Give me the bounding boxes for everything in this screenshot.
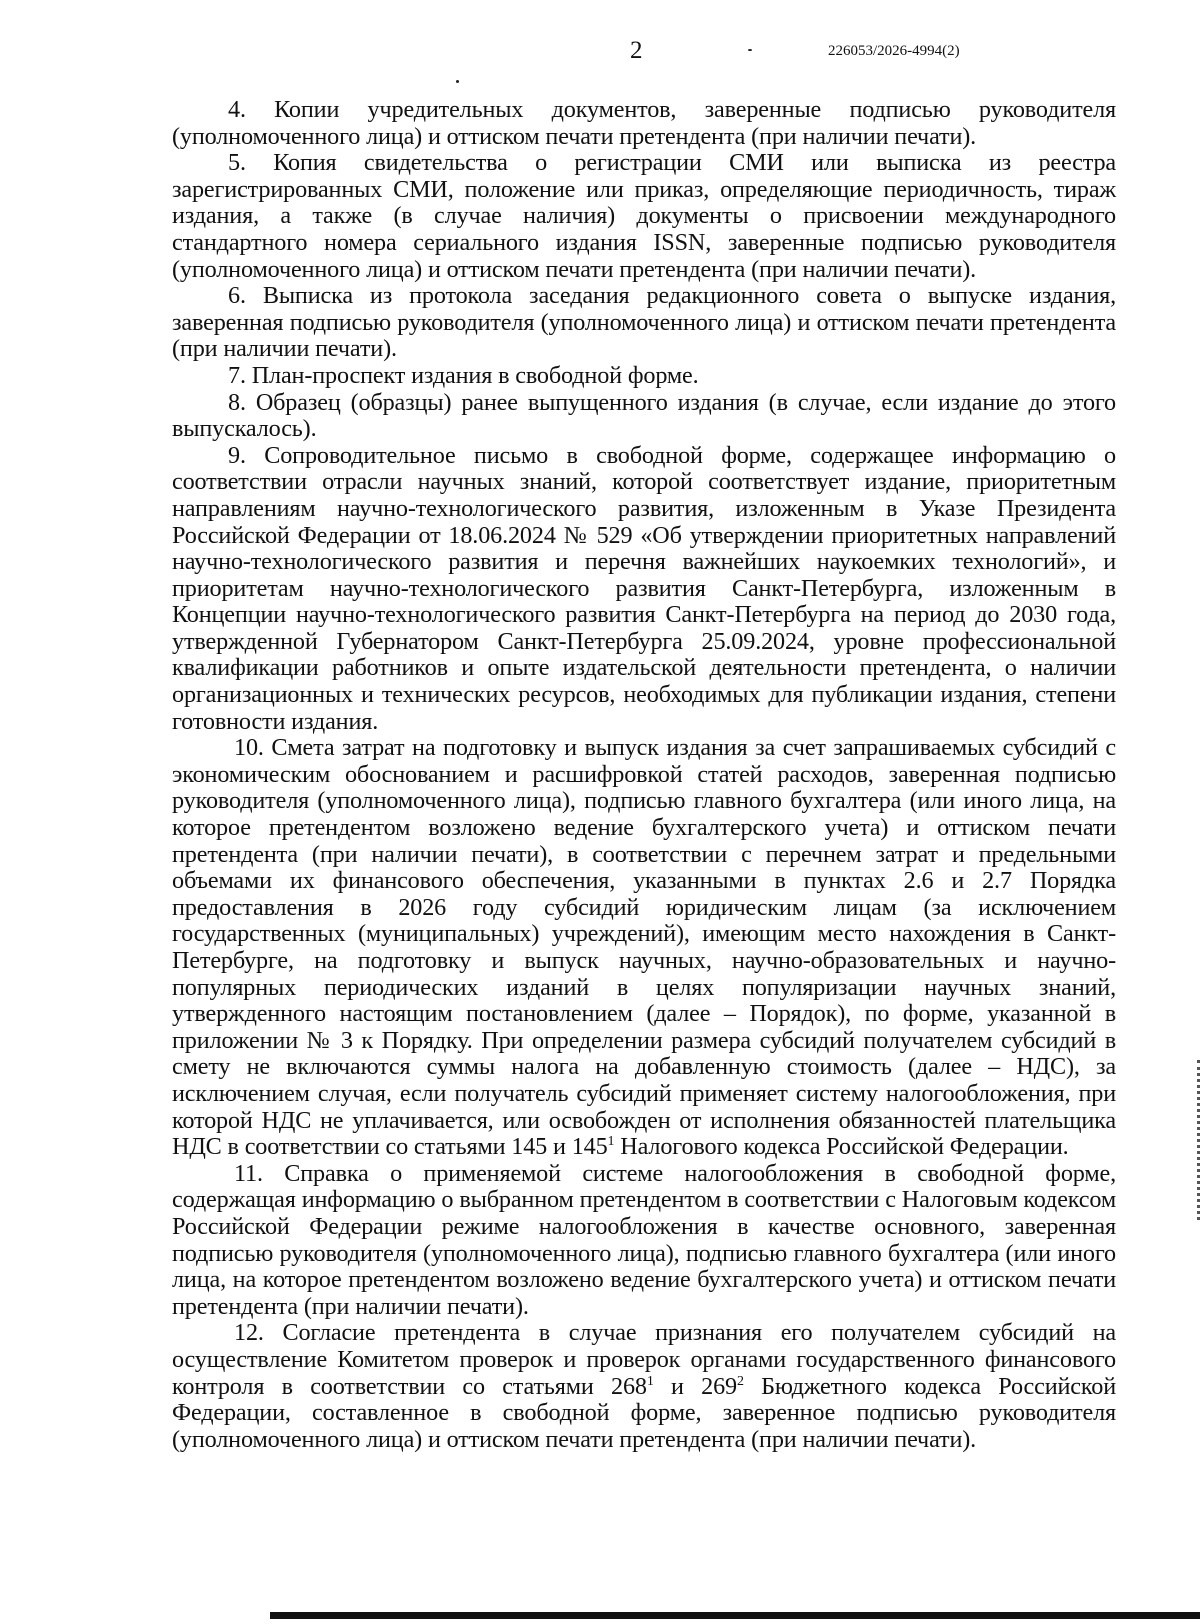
document-number: 226053/2026-4994(2) <box>828 43 960 59</box>
list-item-12-text-mid: и 269 <box>653 1372 737 1400</box>
superscript: 1 <box>646 1373 654 1389</box>
list-item-10-text-end: Налогового кодекса Российской Федерации. <box>614 1133 1069 1161</box>
list-item-9: 9. Сопроводительное письмо в свободной форме, содержащее информацию о соответствии отрасли научных знаний, которой соответствует издание, приоритетным направлениям научно-технологического развития, изложенным в Указе Президента Российской Федерации от 18.06.2024 № 529 «Об утверждении приоритетных направлений научно-технологического развития и перечня важнейших наукоемких технологий», и приоритетам научно-технологического развития Санкт-Петербурга, изложенным в Концепции научно-технологического развития Санкт-Петербурга на период до 2030 года, утвержденной Губернатором Санкт-Петербурга 25.09.2024, уровне профессиональной квалификации работников и опыте издательской деятельности претендента, о наличии организационных и технических ресурсов, необходимых для публикации издания, степени готовности издания. <box>172 441 1116 735</box>
superscript: 2 <box>736 1373 744 1389</box>
page-header <box>0 36 1200 66</box>
document-body <box>172 97 1116 1453</box>
list-item-6: 6. Выписка из протокола заседания редакционного совета о выпуске издания, заверенная подписью руководителя (уполномоченного лица) и оттиском печати претендента (при наличии печати). <box>172 282 1116 363</box>
list-item-4: 4. Копии учредительных документов, заверенные подписью руководителя (уполномоченного лица) и оттиском печати претендента (при наличии печати). <box>172 96 1116 150</box>
scan-edge-marks <box>1194 1060 1200 1220</box>
scan-artifact-dot <box>748 49 752 51</box>
list-item-12-text-end: Бюджетного кодекса Российской Федерации, составленное в свободной форме, заверенное подписью руководителя (уполномоченного лица) и оттиском печати претендента (при наличии печати). <box>172 1372 1117 1453</box>
scan-artifact-dot <box>456 80 459 83</box>
list-item-10-text: 10. Смета затрат на подготовку и выпуск издания за счет запрашиваемых субсидий с экономическим обоснованием и расшифровкой статей расходов, заверенная подписью руководителя (уполномоченного лица), подписью главного бухгалтера (или иного лица, на которое претендентом возложено ведение бухгалтерского учета) и оттиском печати претендента (при наличии печати), в соответствии с перечнем затрат и предельными объемами их финансового обеспечения, указанными в пунктах 2.6 и 2.7 Порядка предоставления в 2026 году субсидий юридическим лицам (за исключением государственных (муниципальных) учреждений), имеющим место нахождения в Санкт-Петербурге, на подготовку и выпуск научных, научно-образовательных и научно-популярных периодических изданий в целях популяризации научных знаний, утвержденного настоящим постановлением (далее – Порядок), по форме, указанной в приложении № 3 к Порядку. При определении размера субсидий получателем субсидий в смету не включаются суммы налога на добавленную стоимость (далее – НДС), за исключением случая, если получатель субсидий применяет систему налогообложения, при которой НДС не уплачивается, или освобожден от исполнения обязанностей плательщика НДС в соответствии со статьями 145 и 145 <box>172 734 1116 1161</box>
list-item-11: 11. Справка о применяемой системе налогообложения в свободной форме, содержащая информацию о выбранном претендентом в соответствии с Налоговым кодексом Российской Федерации режиме налогообложения в качестве основного, заверенная подписью руководителя (уполномоченного лица), подписью главного бухгалтера (или иного лица, на которое претендентом возложено ведение бухгалтерского учета) и оттиском печати претендента (при наличии печати). <box>172 1159 1116 1320</box>
superscript: 1 <box>607 1134 615 1150</box>
page-number: 2 <box>630 37 643 64</box>
list-item-8: 8. Образец (образцы) ранее выпущенного издания (в случае, если издание до этого выпускалось). <box>172 388 1116 443</box>
list-item-5: 5. Копия свидетельства о регистрации СМИ или выписка из реестра зарегистрированных СМИ, положение или приказ, определяющие периодичность, тираж издания, а также (в случае наличия) документы о присвоении международного стандартного номера сериального издания ISSN, заверенные подписью руководителя (уполномоченного лица) и оттиском печати претендента (при наличии печати). <box>172 149 1116 283</box>
scan-bottom-edge <box>270 1612 1200 1619</box>
list-item-12 <box>172 1320 1116 1453</box>
list-item-12-text: 12. Согласие претендента в случае признания его получателем субсидий на осуществление Комитетом проверок и проверок органами государственного финансового контроля в соответствии со статьями 268 <box>172 1319 1116 1400</box>
list-item-7: 7. План-проспект издания в свободной форме. <box>228 361 699 389</box>
list-item-10 <box>172 735 1116 1161</box>
